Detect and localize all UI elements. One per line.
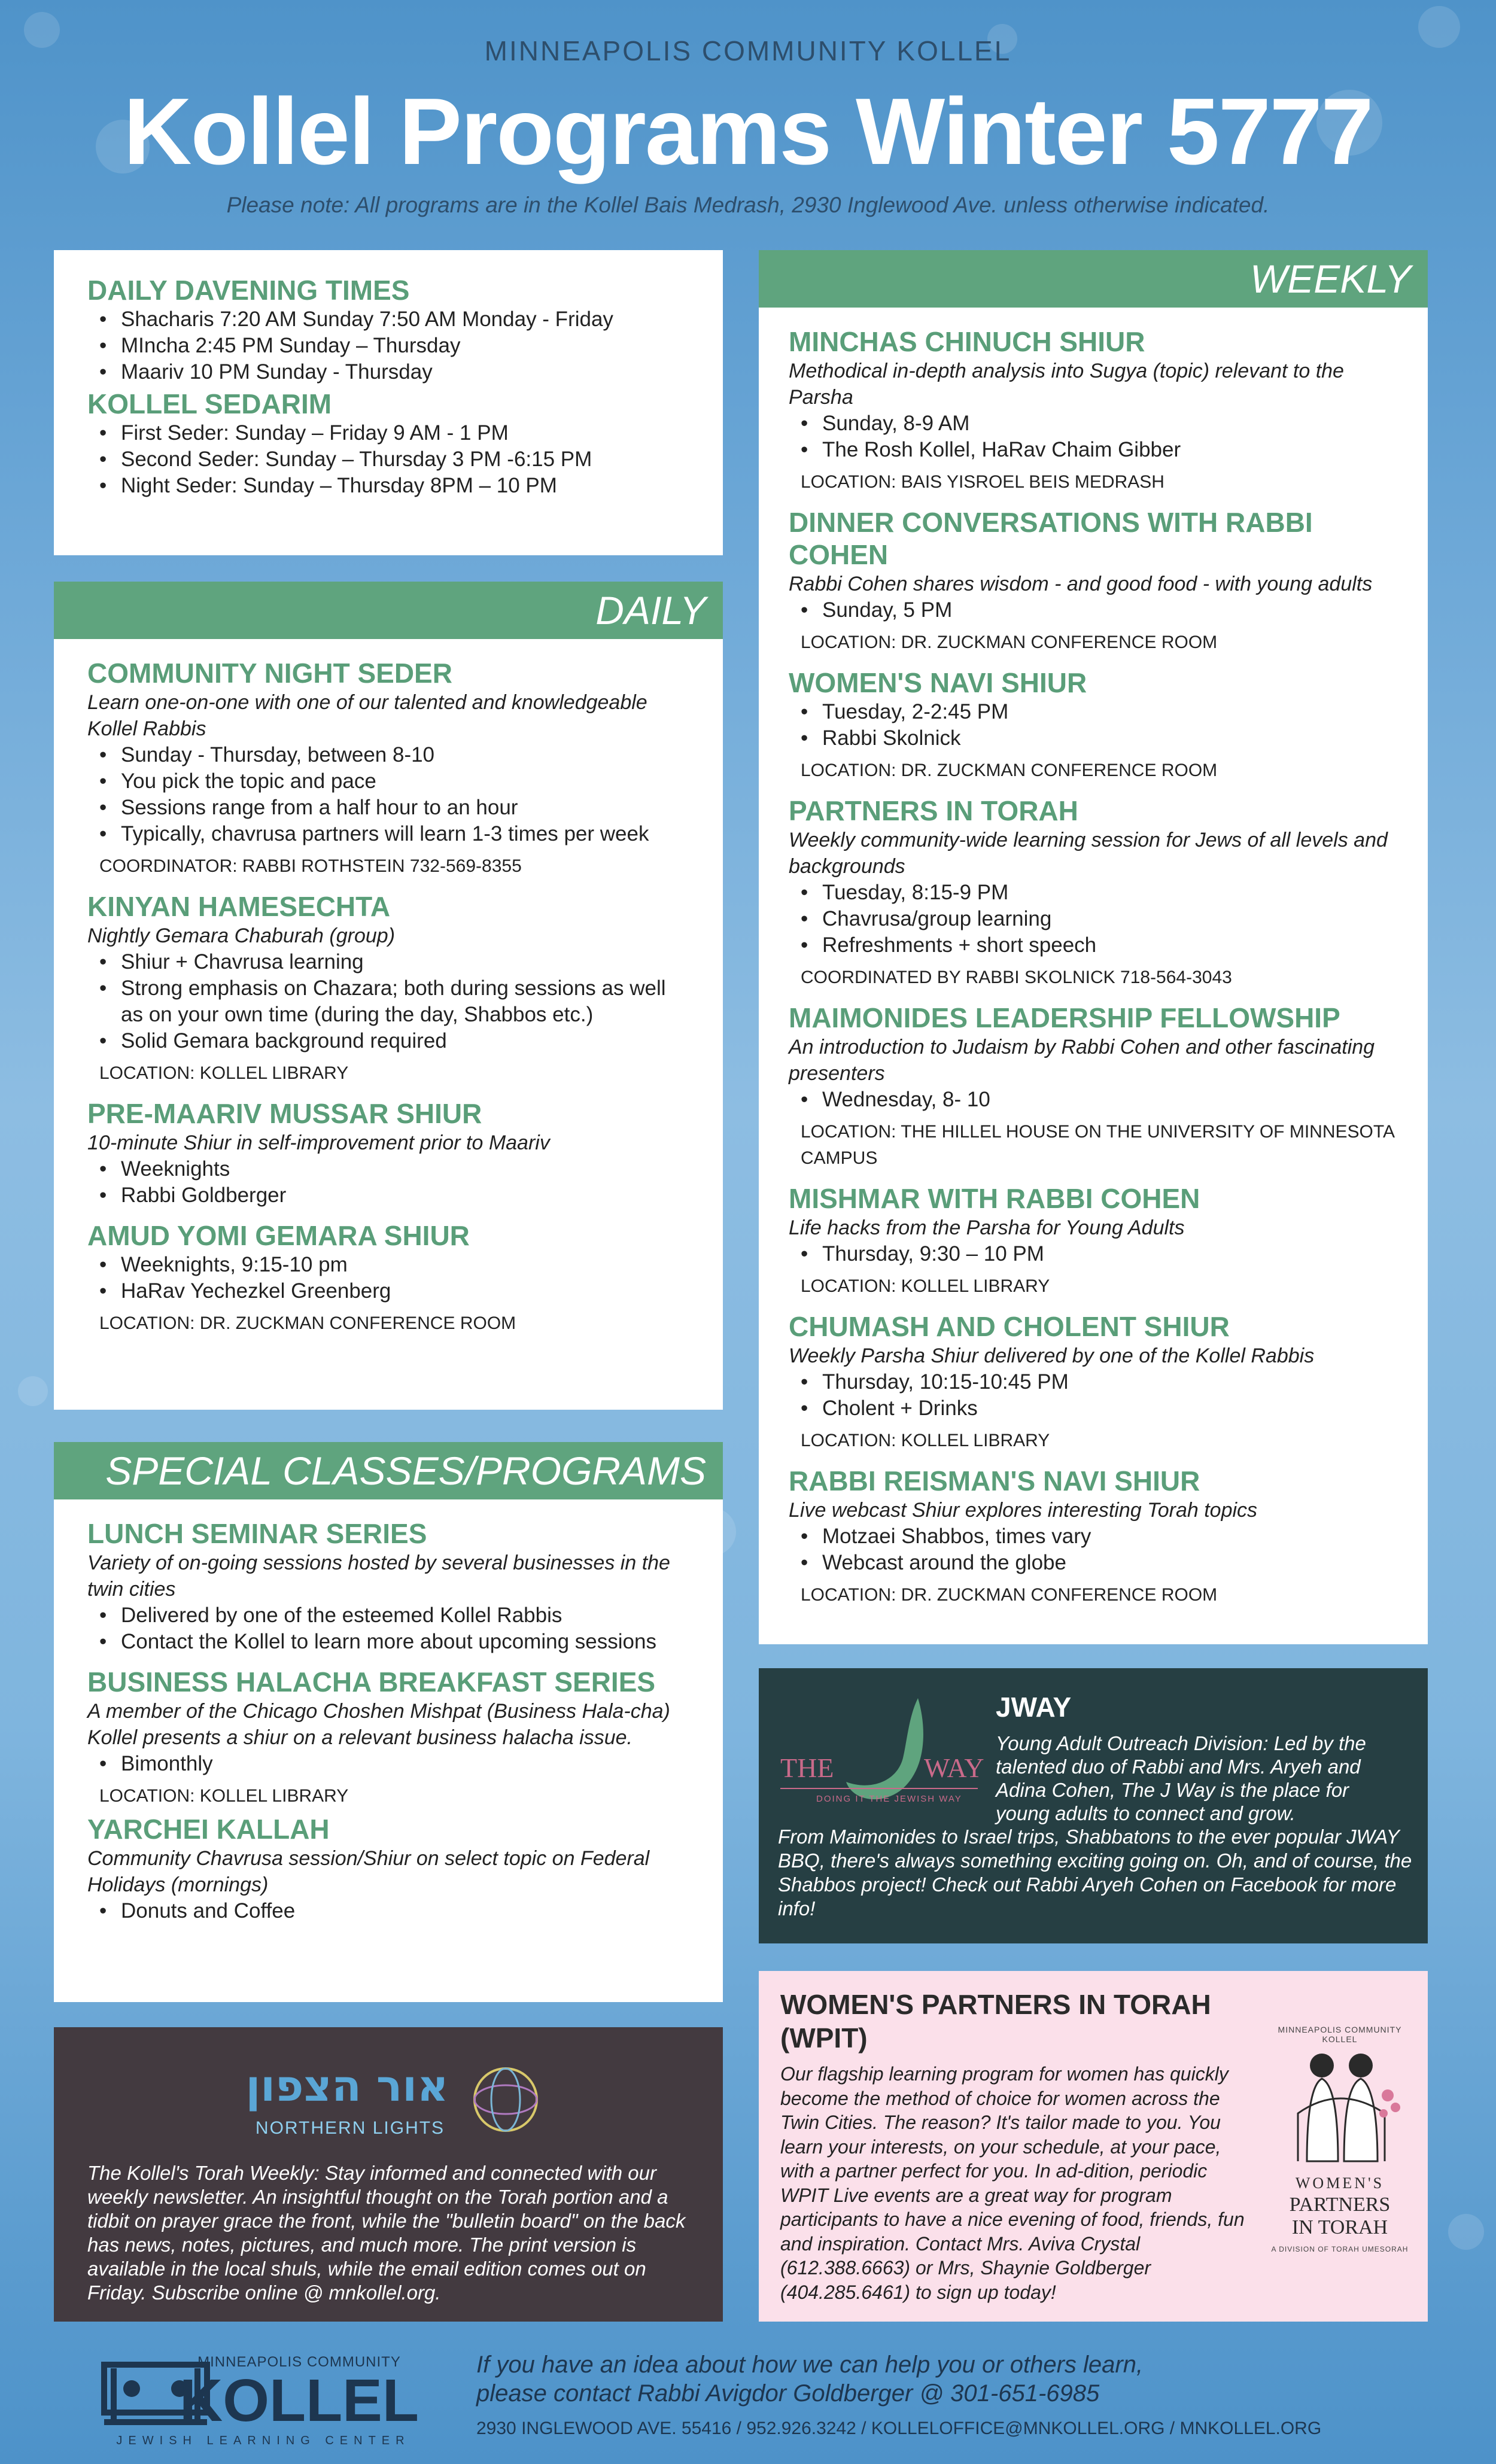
northern-lights-text: NORTHERN LIGHTS: [255, 2118, 445, 2138]
jway-logo-tagline: DOING IT THE JEWISH WAY: [816, 1794, 962, 1804]
list-item: • Bimonthly: [87, 1751, 689, 1777]
program-title: AMUD YOMI GEMARA SHIUR: [87, 1220, 470, 1251]
jway-title: JWAY: [996, 1692, 1072, 1723]
list-item: • Strong emphasis on Chazara; both during sessions as well as on your own time (during the day, Shabbos etc.): [87, 975, 689, 1028]
list-item: • Shacharis 7:20 AM Sunday 7:50 AM Monday - Friday: [87, 306, 689, 333]
program-desc: Learn one-on-one with one of our talented and knowledgeable Kollel Rabbis: [87, 691, 647, 740]
program-location: LOCATION: KOLLEL LIBRARY: [99, 1063, 349, 1083]
jway-logo-way: WAY: [924, 1753, 984, 1783]
wpit-text: Our flagship learning program for women has quickly become the method of choice for women across the Twin Cities. The reason? It's tailor made to you. You learn your interests, on your schedule, at your pace, with a partner perfect for you. In ad-dition, periodic WPIT Live events are a great way for program participants to have a nice evening of food, friends, fun and inspiration. Contact Mrs. Aviva Crystal (612.388.6663) or Mrs, Shaynie Goldberger (404.285.6461) to sign up today!: [780, 2063, 1245, 2303]
program-desc: Life hacks from the Parsha for Young Adults: [789, 1216, 1185, 1239]
wpit-logo: [1265, 2025, 1415, 2252]
program-title: PRE-MAARIV MUSSAR SHIUR: [87, 1098, 482, 1129]
aurora-ring-icon: [467, 2061, 545, 2138]
program-location: LOCATION: KOLLEL LIBRARY: [801, 1276, 1050, 1296]
list-item: • MIncha 2:45 PM Sunday – Thursday: [87, 333, 689, 359]
northern-lights-logo: [239, 2061, 551, 2144]
jway-text-body: From Maimonides to Israel trips, Shabbatons to the ever popular JWAY BBQ, there's always something exciting going on. Oh, and of course, the Shabbos project! Check out Rabbi Aryeh Cohen on Facebook for more info!: [778, 1826, 1412, 1920]
program-location: LOCATION: BAIS YISROEL BEIS MEDRASH: [801, 472, 1164, 492]
list-item: • You pick the topic and pace: [87, 768, 689, 795]
program-title: KINYAN HAMESECHTA: [87, 891, 391, 922]
list-item: • Delivered by one of the esteemed Kollel Rabbis: [87, 1602, 689, 1629]
kollel-logo-subtitle: JEWISH LEARNING CENTER: [116, 2434, 411, 2447]
program-desc: Nightly Gemara Chaburah (group): [87, 924, 396, 947]
list-item: • Wednesday, 8- 10: [789, 1087, 1398, 1113]
list-item: • Thursday, 10:15-10:45 PM: [789, 1369, 1398, 1395]
special-heading: SPECIAL CLASSES/PROGRAMS: [54, 1442, 723, 1499]
program-location: LOCATION: KOLLEL LIBRARY: [801, 1431, 1050, 1450]
program-title: WOMEN'S NAVI SHIUR: [789, 667, 1087, 698]
program-title: RABBI REISMAN'S NAVI SHIUR: [789, 1465, 1200, 1496]
program-location: LOCATION: THE HILLEL HOUSE ON THE UNIVERSITY OF MINNESOTA CAMPUS: [801, 1122, 1394, 1168]
list-item: • Refreshments + short speech: [789, 932, 1398, 959]
list-item: • Chavrusa/group learning: [789, 906, 1398, 932]
program-title: PARTNERS IN TORAH: [789, 795, 1078, 826]
list-item: • Maariv 10 PM Sunday - Thursday: [87, 359, 689, 385]
list-item: • The Rosh Kollel, HaRav Chaim Gibber: [789, 437, 1398, 463]
list-item: • Typically, chavrusa partners will learn 1-3 times per week: [87, 821, 689, 847]
weekly-heading: WEEKLY: [759, 250, 1428, 308]
list-item: • Sunday, 8-9 AM: [789, 410, 1398, 437]
footer-contact-line2: please contact Rabbi Avigdor Goldberger @ 301-651-6985: [476, 2380, 1100, 2407]
kollel-logo-top: MINNEAPOLIS COMMUNITY: [197, 2354, 401, 2370]
list-item: • Shiur + Chavrusa learning: [87, 949, 689, 975]
special-panel: [54, 1442, 723, 2002]
program-title: LUNCH SEMINAR SERIES: [87, 1518, 427, 1549]
list-item: • Weeknights, 9:15-10 pm: [87, 1252, 689, 1278]
list-item: • Sunday, 5 PM: [789, 597, 1398, 623]
jway-logo-the: THE: [780, 1753, 834, 1783]
program-title: DINNER CONVERSATIONS WITH RABBI COHEN: [789, 507, 1313, 570]
list-item: • Night Seder: Sunday – Thursday 8PM – 10 PM: [87, 473, 689, 499]
list-item: • Thursday, 9:30 – 10 PM: [789, 1241, 1398, 1267]
program-title: YARCHEI KALLAH: [87, 1814, 330, 1845]
list-item: • Tuesday, 8:15-9 PM: [789, 880, 1398, 906]
program-location: LOCATION: DR. ZUCKMAN CONFERENCE ROOM: [801, 632, 1218, 652]
list-item: • Sunday - Thursday, between 8-10: [87, 742, 689, 768]
list-item: • Cholent + Drinks: [789, 1395, 1398, 1422]
page-title: Kollel Programs Winter 5777: [123, 79, 1373, 184]
program-title: MAIMONIDES LEADERSHIP FELLOWSHIP: [789, 1002, 1340, 1033]
list-item: • Sessions range from a half hour to an hour: [87, 795, 689, 821]
program-location: LOCATION: DR. ZUCKMAN CONFERENCE ROOM: [801, 761, 1218, 780]
jway-logo: [780, 1692, 984, 1812]
list-item: • First Seder: Sunday – Friday 9 AM - 1 PM: [87, 420, 689, 446]
davening-title: DAILY DAVENING TIMES: [87, 275, 410, 306]
program-desc: Community Chavrusa session/Shiur on select topic on Federal Holidays (mornings): [87, 1847, 650, 1896]
program-title: BUSINESS HALACHA BREAKFAST SERIES: [87, 1666, 656, 1698]
list-item: • Motzaei Shabbos, times vary: [789, 1523, 1398, 1550]
program-desc: Weekly Parsha Shiur delivered by one of the Kollel Rabbis: [789, 1344, 1315, 1367]
wpit-logo-partners: PARTNERS: [1289, 2194, 1391, 2216]
program-title: COMMUNITY NIGHT SEDER: [87, 658, 452, 689]
list-item: • Webcast around the globe: [789, 1550, 1398, 1576]
sedarim-title: KOLLEL SEDARIM: [87, 388, 332, 419]
program-title: MINCHAS CHINUCH SHIUR: [789, 326, 1145, 357]
location-note: Please note: All programs are in the Kollel Bais Medrash, 2930 Inglewood Ave. unless otherwise indicated.: [226, 193, 1270, 217]
program-location: LOCATION: KOLLEL LIBRARY: [99, 1786, 349, 1806]
program-desc: Weekly community-wide learning session for Jews of all levels and backgrounds: [789, 829, 1388, 878]
program-title: CHUMASH AND CHOLENT SHIUR: [789, 1311, 1230, 1342]
jway-text-intro: Young Adult Outreach Division: Led by the talented duo of Rabbi and Mrs. Aryeh and Adina Cohen, The J Way is the place for young adults to connect and grow.: [996, 1732, 1366, 1824]
davening-list: [87, 306, 689, 385]
list-item: • Second Seder: Sunday – Thursday 3 PM -6:15 PM: [87, 446, 689, 473]
list-item: • HaRav Yechezkel Greenberg: [87, 1278, 689, 1304]
program-desc: Methodical in-depth analysis into Sugya (topic) relevant to the Parsha: [789, 360, 1344, 409]
list-item: • Rabbi Skolnick: [789, 725, 1398, 752]
wpit-logo-torah: IN TORAH: [1291, 2216, 1388, 2238]
footer-contact-line1: If you have an idea about how we can help you or others learn,: [476, 2352, 1144, 2378]
kollel-logo: [96, 2347, 431, 2448]
times-panel: [54, 250, 723, 555]
program-desc: An introduction to Judaism by Rabbi Cohen and other fascinating presenters: [789, 1036, 1375, 1085]
list-item: • Rabbi Goldberger: [87, 1182, 689, 1209]
list-item: • Solid Gemara background required: [87, 1028, 689, 1054]
wpit-title: WOMEN'S PARTNERS IN TORAH (WPIT): [780, 1989, 1211, 2054]
newsletter-panel: [54, 2027, 723, 2322]
weekly-panel: [759, 250, 1428, 1644]
program-location: LOCATION: DR. ZUCKMAN CONFERENCE ROOM: [99, 1313, 516, 1333]
program-desc: 10-minute Shiur in self-improvement prior to Maariv: [87, 1131, 550, 1154]
northern-lights-hebrew: אור הצפון: [245, 2061, 449, 2111]
program-desc: Variety of on-going sessions hosted by several businesses in the twin cities: [87, 1552, 670, 1601]
program-location: COORDINATED BY RABBI SKOLNICK 718-564-3043: [801, 968, 1232, 987]
footer-address: 2930 INGLEWOOD AVE. 55416 / 952.926.3242 / KOLLELOFFICE@MNKOLLEL.ORG / MNKOLLEL.ORG: [476, 2419, 1322, 2438]
program-location: COORDINATOR: RABBI ROTHSTEIN 732-569-8355: [99, 856, 522, 876]
sedarim-list: [87, 420, 689, 499]
wpit-logo-subtitle: A DIVISION OF TORAH UMESORAH: [1271, 2245, 1409, 2253]
kollel-logo-main: KOLLEL: [180, 2367, 419, 2434]
program-desc: Live webcast Shiur explores interesting Torah topics: [789, 1499, 1258, 1522]
program-location: LOCATION: DR. ZUCKMAN CONFERENCE ROOM: [801, 1585, 1218, 1605]
daily-panel: [54, 582, 723, 1410]
org-name: MINNEAPOLIS COMMUNITY KOLLEL: [484, 35, 1012, 66]
program-desc: Rabbi Cohen shares wisdom - and good food - with young adults: [789, 573, 1373, 595]
wpit-logo-womens: WOMEN'S: [1295, 2174, 1385, 2192]
program-title: MISHMAR WITH RABBI COHEN: [789, 1183, 1200, 1214]
program-desc: A member of the Chicago Choshen Mishpat (Business Hala-cha) Kollel presents a shiur on a relevant business halacha issue.: [87, 1700, 670, 1749]
jway-logo-line: [780, 1788, 978, 1789]
list-item: • Weeknights: [87, 1156, 689, 1182]
list-item: • Contact the Kollel to learn more about upcoming sessions: [87, 1629, 689, 1655]
footer: [0, 2340, 1496, 2464]
daily-heading: DAILY: [54, 582, 723, 639]
women-learning-icon: [1265, 2042, 1415, 2167]
newsletter-text: The Kollel's Torah Weekly: Stay informed and connected with our weekly newsletter. An insightful thought on the Torah portion and a tidbit on prayer grace the front, while the "bulletin board" on the back has news, notes, pictures, and much more. The print version is available in the local shuls, while the email edition comes out on Friday. Subscribe online @ mnkollel.org.: [87, 2162, 686, 2304]
list-item: • Tuesday, 2-2:45 PM: [789, 699, 1398, 725]
jway-panel: [759, 1668, 1428, 1943]
wpit-panel: [759, 1971, 1428, 2322]
wpit-logo-arc: MINNEAPOLIS COMMUNITY KOLLEL: [1278, 2025, 1402, 2044]
list-item: • Donuts and Coffee: [87, 1898, 689, 1924]
